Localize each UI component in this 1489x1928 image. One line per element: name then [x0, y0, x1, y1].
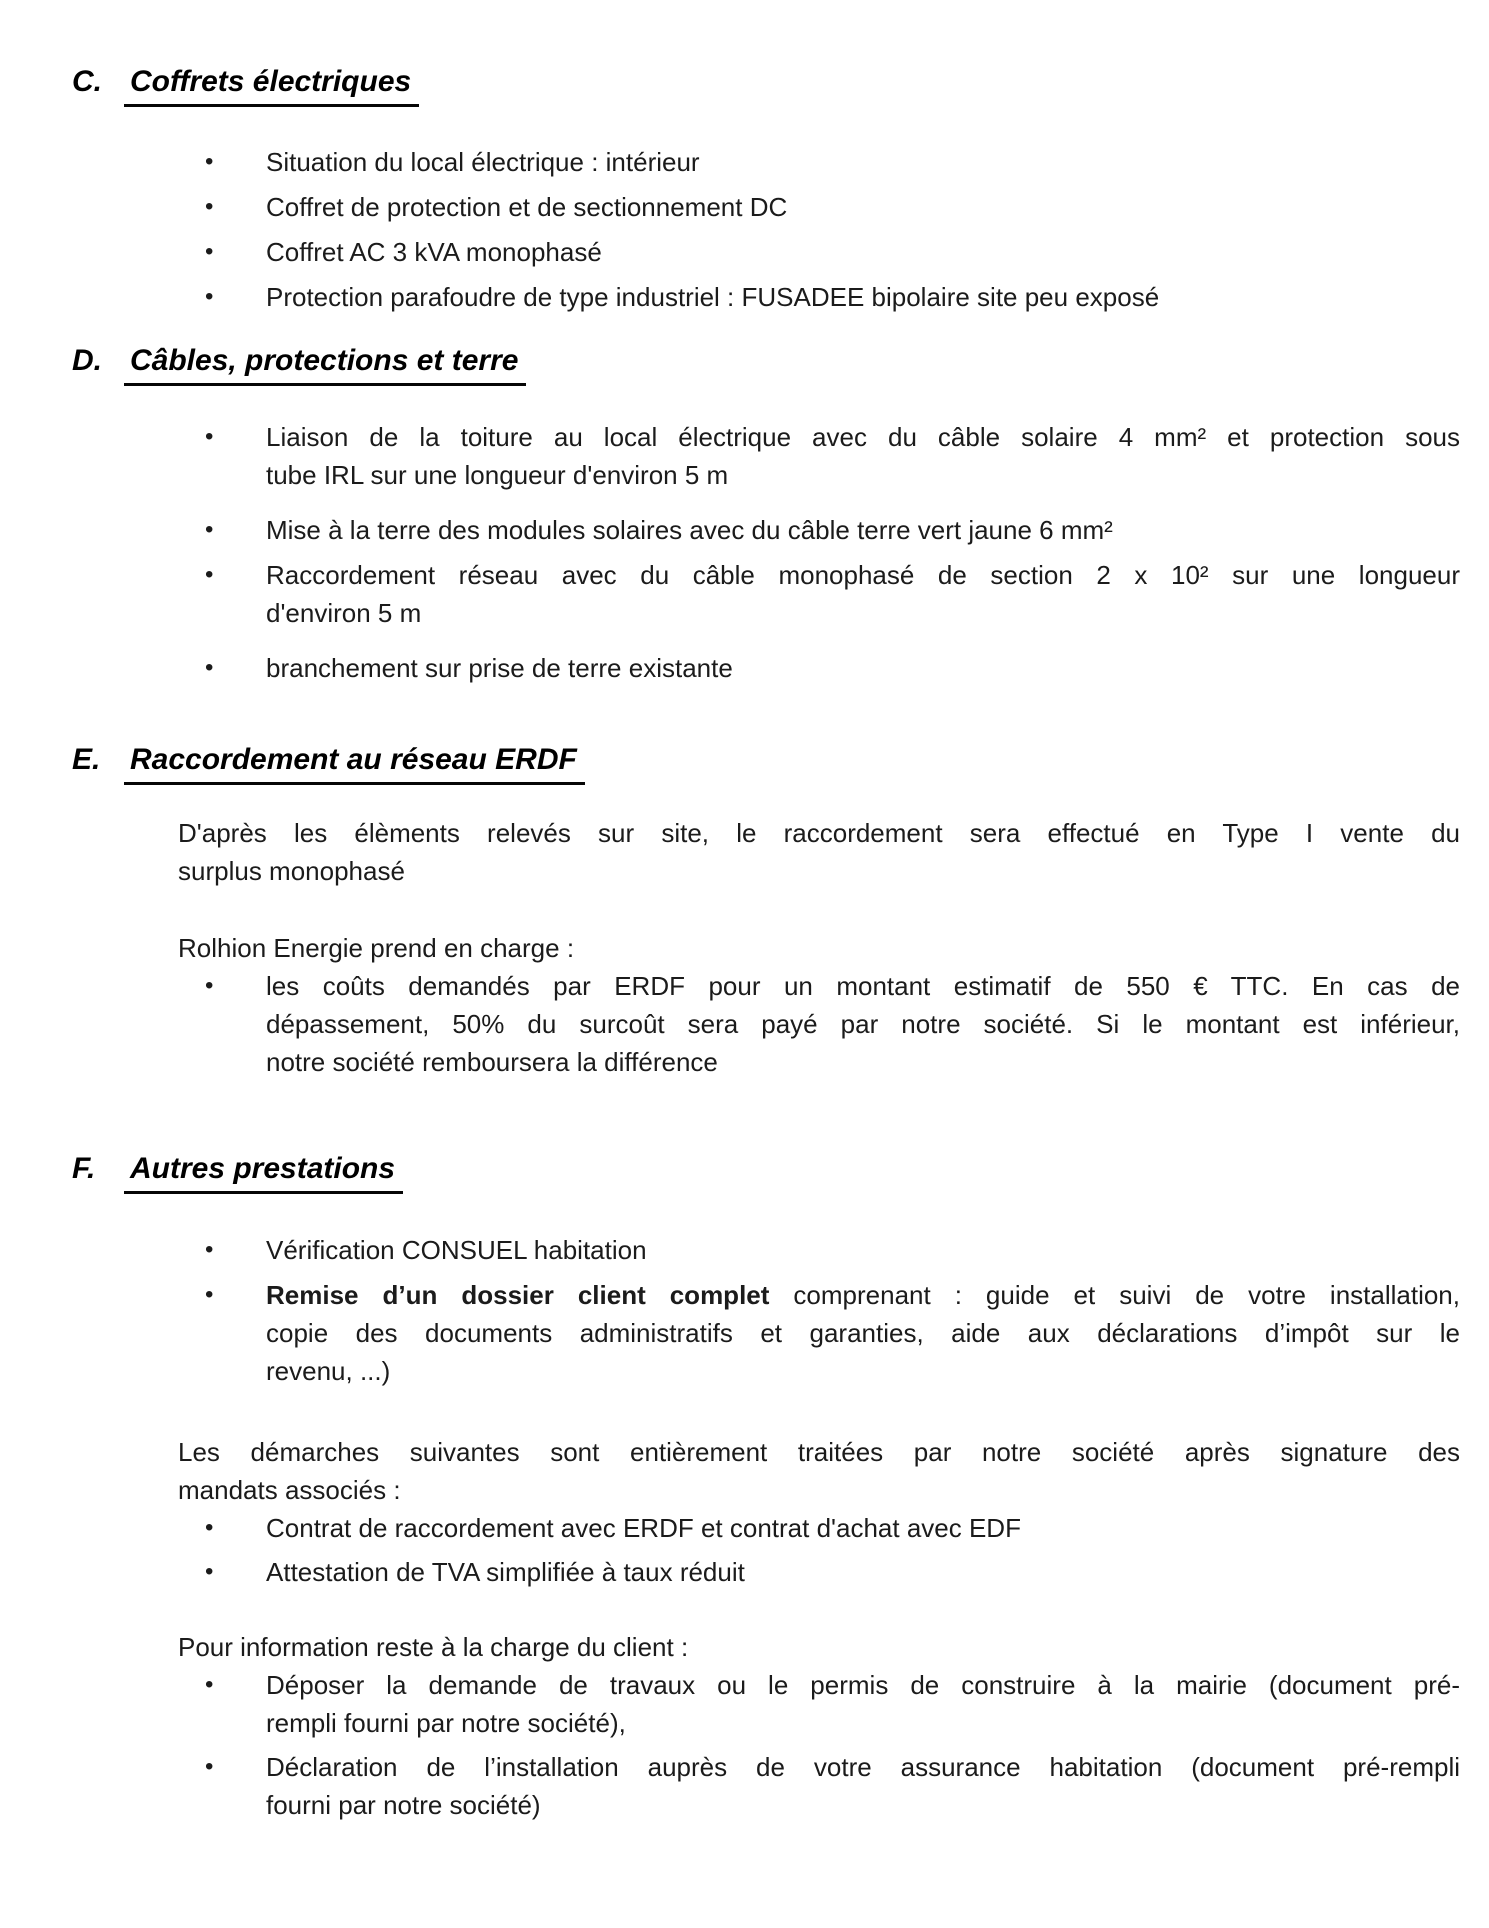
bullet-item	[196, 1748, 1460, 1824]
bullet-icon: •	[205, 1671, 214, 1698]
paragraph-line: mandats associés :	[178, 1475, 401, 1505]
section-title: Raccordement au réseau ERDF	[124, 739, 585, 785]
paragraph-line: D'après les élèments relevés sur site, le raccordement sera effectué en Type I vente du	[178, 818, 1460, 848]
paragraph-line: Pour information reste à la charge du client :	[178, 1632, 689, 1662]
bullet-line: Liaison de la toiture au local électrique avec du câble solaire 4 mm² et protection sous	[266, 422, 1460, 452]
bullet-line: dépassement, 50% du surcoût sera payé par notre société. Si le montant est inférieur,	[266, 1009, 1460, 1039]
bullet-line: Coffret de protection et de sectionnement DC	[266, 192, 788, 222]
bullet-item	[196, 649, 1460, 687]
bullet-line: revenu, ...)	[266, 1356, 391, 1386]
bullet-line: Déclaration de l’installation auprès de votre assurance habitation (document pré-rempli	[266, 1752, 1460, 1782]
bullet-icon: •	[205, 1558, 214, 1585]
section-letter: D.	[72, 344, 102, 377]
bullet-item	[196, 1276, 1460, 1390]
lead-rest-text: comprenant : guide et suivi de votre installation,	[769, 1280, 1460, 1310]
bullet-line: les coûts demandés par ERDF pour un montant estimatif de 550 € TTC. En cas de	[266, 971, 1460, 1001]
bullet-item	[196, 1231, 1460, 1269]
bullet-item	[196, 1666, 1460, 1742]
section-letter: F.	[72, 1152, 96, 1185]
bullet-line: d'environ 5 m	[266, 598, 422, 628]
bullet-icon: •	[205, 423, 214, 450]
bullet-icon: •	[205, 1236, 214, 1263]
bullet-icon: •	[205, 238, 214, 265]
bullet-line: fourni par notre société)	[266, 1790, 541, 1820]
paragraph	[178, 929, 1460, 967]
section-letter: E.	[72, 743, 101, 776]
bullet-icon: •	[205, 516, 214, 543]
bullet-line: notre société remboursera la différence	[266, 1047, 718, 1077]
bullet-item	[196, 1509, 1460, 1547]
bullet-icon: •	[205, 1281, 214, 1308]
bullet-line: Situation du local électrique : intérieur	[266, 147, 700, 177]
bullet-icon: •	[205, 193, 214, 220]
bullet-icon: •	[205, 972, 214, 999]
paragraph-line: Rolhion Energie prend en charge :	[178, 933, 575, 963]
section-title: Câbles, protections et terre	[124, 340, 526, 386]
bullet-item	[196, 418, 1460, 494]
paragraph	[178, 814, 1460, 890]
bullet-item	[196, 233, 1460, 271]
bullet-line: Vérification CONSUEL habitation	[266, 1235, 647, 1265]
bullet-line: Mise à la terre des modules solaires avec du câble terre vert jaune 6 mm²	[266, 515, 1113, 545]
bullet-line: Protection parafoudre de type industriel : FUSADEE bipolaire site peu exposé	[266, 282, 1160, 312]
bullet-line: Raccordement réseau avec du câble monophasé de section 2 x 10² sur une longueur	[266, 560, 1460, 590]
bullet-item	[196, 188, 1460, 226]
bullet-item	[196, 278, 1460, 316]
bullet-line	[266, 1276, 1460, 1314]
bullet-item	[196, 143, 1460, 181]
bullet-item	[196, 556, 1460, 632]
bullet-line: copie des documents administratifs et garanties, aide aux déclarations d’impôt sur le	[266, 1318, 1460, 1348]
section-heading-c	[72, 61, 1460, 107]
bullet-line: Contrat de raccordement avec ERDF et contrat d'achat avec EDF	[266, 1513, 1021, 1543]
bullet-icon: •	[205, 561, 214, 588]
paragraph	[178, 1433, 1460, 1509]
bullet-item	[196, 967, 1460, 1081]
bullet-line: tube IRL sur une longueur d'environ 5 m	[266, 460, 729, 490]
bullet-item	[196, 1553, 1460, 1591]
bullet-line: Coffret AC 3 kVA monophasé	[266, 237, 602, 267]
bullet-line: Attestation de TVA simplifiée à taux réduit	[266, 1557, 745, 1587]
section-heading-e	[72, 739, 1460, 785]
section-heading-d	[72, 340, 1460, 386]
bullet-line: Déposer la demande de travaux ou le permis de construire à la mairie (document pré-	[266, 1670, 1460, 1700]
bullet-icon: •	[205, 148, 214, 175]
bullet-icon: •	[205, 1753, 214, 1780]
bullet-line: rempli fourni par notre société),	[266, 1708, 626, 1738]
bullet-item	[196, 511, 1460, 549]
bullet-icon: •	[205, 654, 214, 681]
bullet-line: branchement sur prise de terre existante	[266, 653, 733, 683]
paragraph	[178, 1628, 1460, 1666]
section-heading-f	[72, 1148, 1460, 1194]
bullet-icon: •	[205, 283, 214, 310]
paragraph-line: surplus monophasé	[178, 856, 405, 886]
bold-lead-text: Remise d’un dossier client complet	[266, 1280, 770, 1310]
section-title: Autres prestations	[124, 1148, 403, 1194]
section-title: Coffrets électriques	[124, 61, 419, 107]
paragraph-line: Les démarches suivantes sont entièrement traitées par notre société après signature des	[178, 1437, 1460, 1467]
bullet-icon: •	[205, 1514, 214, 1541]
section-letter: C.	[72, 65, 102, 98]
